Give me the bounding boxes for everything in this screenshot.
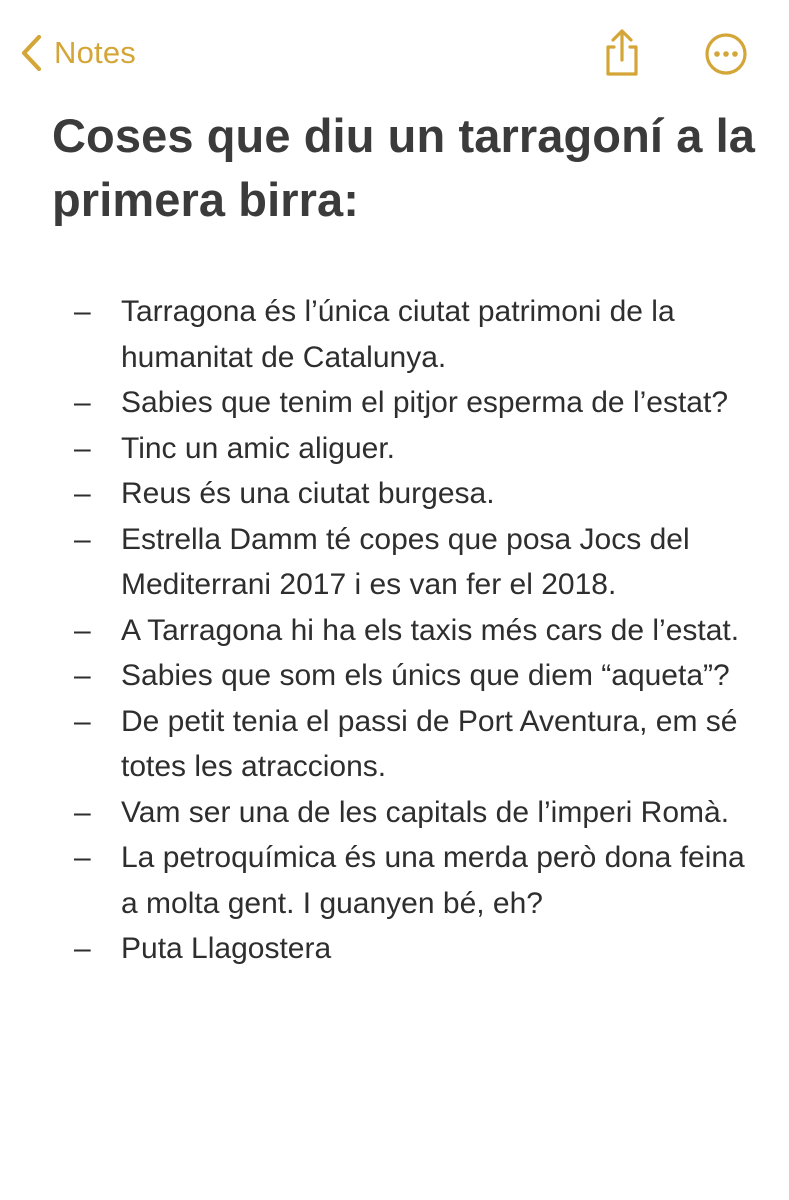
list-item (0, 653, 789, 699)
list-item-text: Vam ser una de les capitals de l’imperi Romà. (121, 795, 730, 829)
list-item-text: Sabies que som els únics que diem “aqueta”? (121, 659, 730, 692)
list-item-text: A Tarragona hi ha els taxis més cars de l’estat. (121, 613, 740, 647)
note-list[interactable] (0, 289, 789, 972)
list-bullet: – (74, 795, 91, 829)
list-item (0, 471, 789, 517)
list-bullet: – (74, 704, 91, 738)
list-item-text: Estrella Damm té copes que posa Jocs del Mediterrani 2017 i es van fer el 2018. (121, 522, 690, 601)
list-item-text: Tinc un amic aliguer. (121, 431, 396, 465)
list-bullet: – (74, 932, 91, 965)
list-item (0, 790, 789, 836)
list-bullet: – (74, 477, 91, 510)
more-options-button[interactable] (704, 32, 748, 76)
ellipsis-circle-icon (704, 63, 748, 80)
chevron-left-icon (20, 34, 42, 72)
list-item (0, 517, 789, 608)
back-label: Notes (54, 35, 136, 70)
list-item (0, 699, 789, 790)
list-item (0, 289, 789, 380)
navigation-bar (0, 0, 789, 104)
list-item (0, 426, 789, 472)
list-item (0, 835, 789, 926)
list-bullet: – (74, 613, 91, 647)
list-bullet: – (74, 431, 91, 465)
list-item (0, 608, 789, 654)
list-bullet: – (74, 659, 91, 692)
list-item-text: Tarragona és l’única ciutat patrimoni de la humanitat de Catalunya. (121, 295, 675, 374)
list-bullet: – (74, 295, 91, 328)
list-item (0, 380, 789, 426)
list-bullet: – (74, 522, 91, 556)
list-item-text: De petit tenia el passi de Port Aventura, em sé totes les atraccions. (121, 704, 738, 783)
back-button[interactable] (20, 30, 136, 76)
list-item-text: Reus és una ciutat burgesa. (121, 477, 495, 510)
list-bullet: – (74, 841, 91, 874)
share-icon (600, 65, 644, 82)
list-item-text: Puta Llagostera (121, 932, 332, 965)
list-bullet: – (74, 386, 91, 419)
list-item-text: La petroquímica és una merda però dona feina a molta gent. I guanyen bé, eh? (121, 841, 745, 920)
list-item (0, 926, 789, 972)
note-title[interactable]: Coses que diu un tarragoní a la primera birra: (52, 109, 756, 226)
list-item-text: Sabies que tenim el pitjor esperma de l’estat? (121, 386, 729, 419)
share-button[interactable] (600, 28, 644, 78)
